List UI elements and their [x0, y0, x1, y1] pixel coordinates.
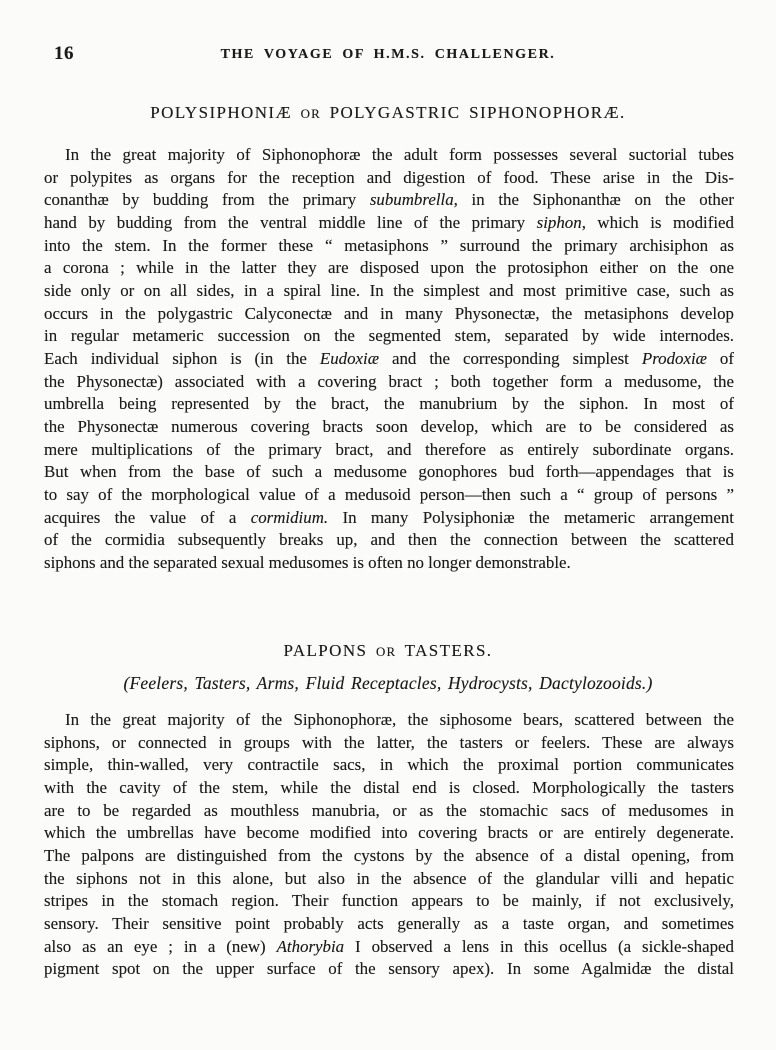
text-line — [44, 822, 734, 845]
italic-term: Eudoxiæ — [319, 348, 379, 368]
body-text: the Physonectæ) associated with a covering bract ; both together form a medusome, the — [44, 371, 734, 391]
body-text: the Physonectæ numerous covering bracts soon develop, which are to be considered as — [44, 416, 734, 436]
paragraph-polysiphoniae — [44, 144, 734, 574]
paragraph-palpons — [44, 709, 734, 981]
text-line — [44, 552, 734, 575]
body-text: siphons and the separated sexual medusomes is often no longer demonstrable. — [44, 552, 571, 572]
text-line — [44, 439, 734, 462]
text-line — [44, 890, 734, 913]
text-line — [44, 325, 734, 348]
page-number: 16 — [54, 43, 74, 64]
heading-text: TASTERS. — [396, 641, 493, 660]
heading-text: PALPONS — [283, 641, 376, 660]
body-text: in regular metameric succession on the segmented stem, separated by wide internodes. — [44, 326, 734, 346]
body-text: also as an eye ; in a (new) — [44, 936, 277, 956]
text-line — [44, 189, 734, 212]
body-text: hand by budding from the ventral middle line of the primary — [44, 212, 537, 232]
heading-connector: OR — [300, 106, 321, 121]
text-line — [44, 484, 734, 507]
text-line — [44, 348, 734, 371]
italic-term: Athorybia — [276, 936, 345, 956]
italic-term: Prodoxiæ — [641, 348, 707, 368]
body-text: of the cormidia subsequently breaks up, and then the connection between the scattered — [44, 530, 734, 550]
body-text: But when from the base of such a medusome gonophores bud forth—appendages that is — [44, 462, 734, 482]
text-line — [44, 936, 734, 959]
body-text: a corona ; while in the latter they are disposed upon the protosiphon either on the one — [44, 258, 734, 278]
section-heading-polysiphoniae — [0, 103, 776, 123]
text-line — [44, 754, 734, 777]
body-text: into the stem. In the former these “ metasiphons ” surround the primary archisiphon as — [44, 235, 734, 255]
running-head: THE VOYAGE OF H.M.S. CHALLENGER. — [220, 47, 556, 62]
section-subtitle-synonyms: (Feelers, Tasters, Arms, Fluid Receptacles, Hydrocysts, Dactylozooids.) — [123, 673, 653, 693]
heading-connector: OR — [376, 644, 397, 659]
body-text: , in the Siphonanthæ on the other — [453, 190, 734, 210]
text-line — [44, 800, 734, 823]
body-text: mere multiplications of the primary bract, and therefore as entirely subordinate organs. — [44, 439, 734, 459]
text-line — [44, 416, 734, 439]
italic-term: cormidium. — [250, 507, 329, 527]
text-line — [44, 212, 734, 235]
body-text: of — [706, 348, 734, 368]
text-line — [44, 235, 734, 258]
body-text: The palpons are distinguished from the cystons by the absence of a distal opening, from — [44, 845, 734, 865]
text-line — [44, 280, 734, 303]
body-text: In the great majority of Siphonophoræ the adult form possesses several suctorial tubes — [65, 145, 734, 164]
body-text: which the umbrellas have become modified into covering bracts or are entirely degenerate. — [44, 823, 734, 843]
body-text: pigment spot on the upper surface of the sensory apex). In some Agalmidæ the distal — [44, 959, 734, 979]
body-text: occurs in the polygastric Calyconectæ and in many Physonectæ, the metasiphons develop — [44, 303, 734, 323]
text-line — [44, 845, 734, 868]
text-line — [44, 913, 734, 936]
body-text: to say of the morphological value of a medusoid person—then such a “ group of persons ” — [44, 484, 734, 504]
body-text: sensory. Their sensitive point probably acts generally as a taste organ, and sometimes — [44, 913, 734, 933]
section-heading-palpons — [0, 641, 776, 661]
text-line — [44, 507, 734, 530]
text-line — [44, 777, 734, 800]
body-text: In the great majority of the Siphonophoræ, the siphosome bears, scattered between the — [65, 710, 734, 729]
text-line — [44, 709, 734, 732]
body-text: I observed a lens in this ocellus (a sickle-shaped — [344, 936, 734, 956]
text-line — [44, 461, 734, 484]
body-text: and the corresponding simplest — [378, 348, 642, 368]
italic-term: subumbrella — [369, 190, 454, 210]
body-text: , which is modified — [581, 212, 735, 232]
body-text: siphons, or connected in groups with the latter, the tasters or feelers. These are always — [44, 732, 734, 752]
body-text: side only or on all sides, in a spiral line. In the simplest and most primitive case, such as — [44, 280, 734, 300]
heading-text: POLYSIPHONIÆ — [150, 103, 301, 122]
body-text: umbrella being represented by the bract, the manubrium by the siphon. In most of — [44, 394, 734, 414]
body-text: the siphons not in this alone, but also in the absence of the glandular villi and hepatic — [44, 868, 734, 888]
text-line — [44, 393, 734, 416]
body-text: are to be regarded as mouthless manubria, or as the stomachic sacs of medusomes in — [44, 800, 734, 820]
text-line — [44, 732, 734, 755]
text-line — [44, 868, 734, 891]
heading-text: POLYGASTRIC SIPHONOPHORÆ. — [320, 103, 626, 122]
body-text: conanthæ by budding from the primary — [44, 190, 370, 210]
text-line — [44, 529, 734, 552]
italic-term: siphon — [536, 212, 582, 232]
text-line — [44, 371, 734, 394]
body-text: In many Polysiphoniæ the metameric arrangement — [328, 507, 734, 527]
body-text: Each individual siphon is (in the — [44, 348, 320, 368]
text-line — [44, 144, 734, 167]
text-line — [44, 167, 734, 190]
body-text: with the cavity of the stem, while the distal end is closed. Morphologically the tasters — [44, 777, 734, 797]
text-line — [44, 257, 734, 280]
body-text: acquires the value of a — [44, 507, 251, 527]
body-text: stripes in the stomach region. Their function appears to be mainly, if not exclusively, — [44, 891, 734, 911]
text-line — [44, 303, 734, 326]
text-line — [44, 958, 734, 981]
body-text: simple, thin-walled, very contractile sacs, in which the proximal portion communicates — [44, 755, 734, 775]
body-text: or polypites as organs for the reception and digestion of food. These arise in the Dis- — [44, 167, 734, 187]
